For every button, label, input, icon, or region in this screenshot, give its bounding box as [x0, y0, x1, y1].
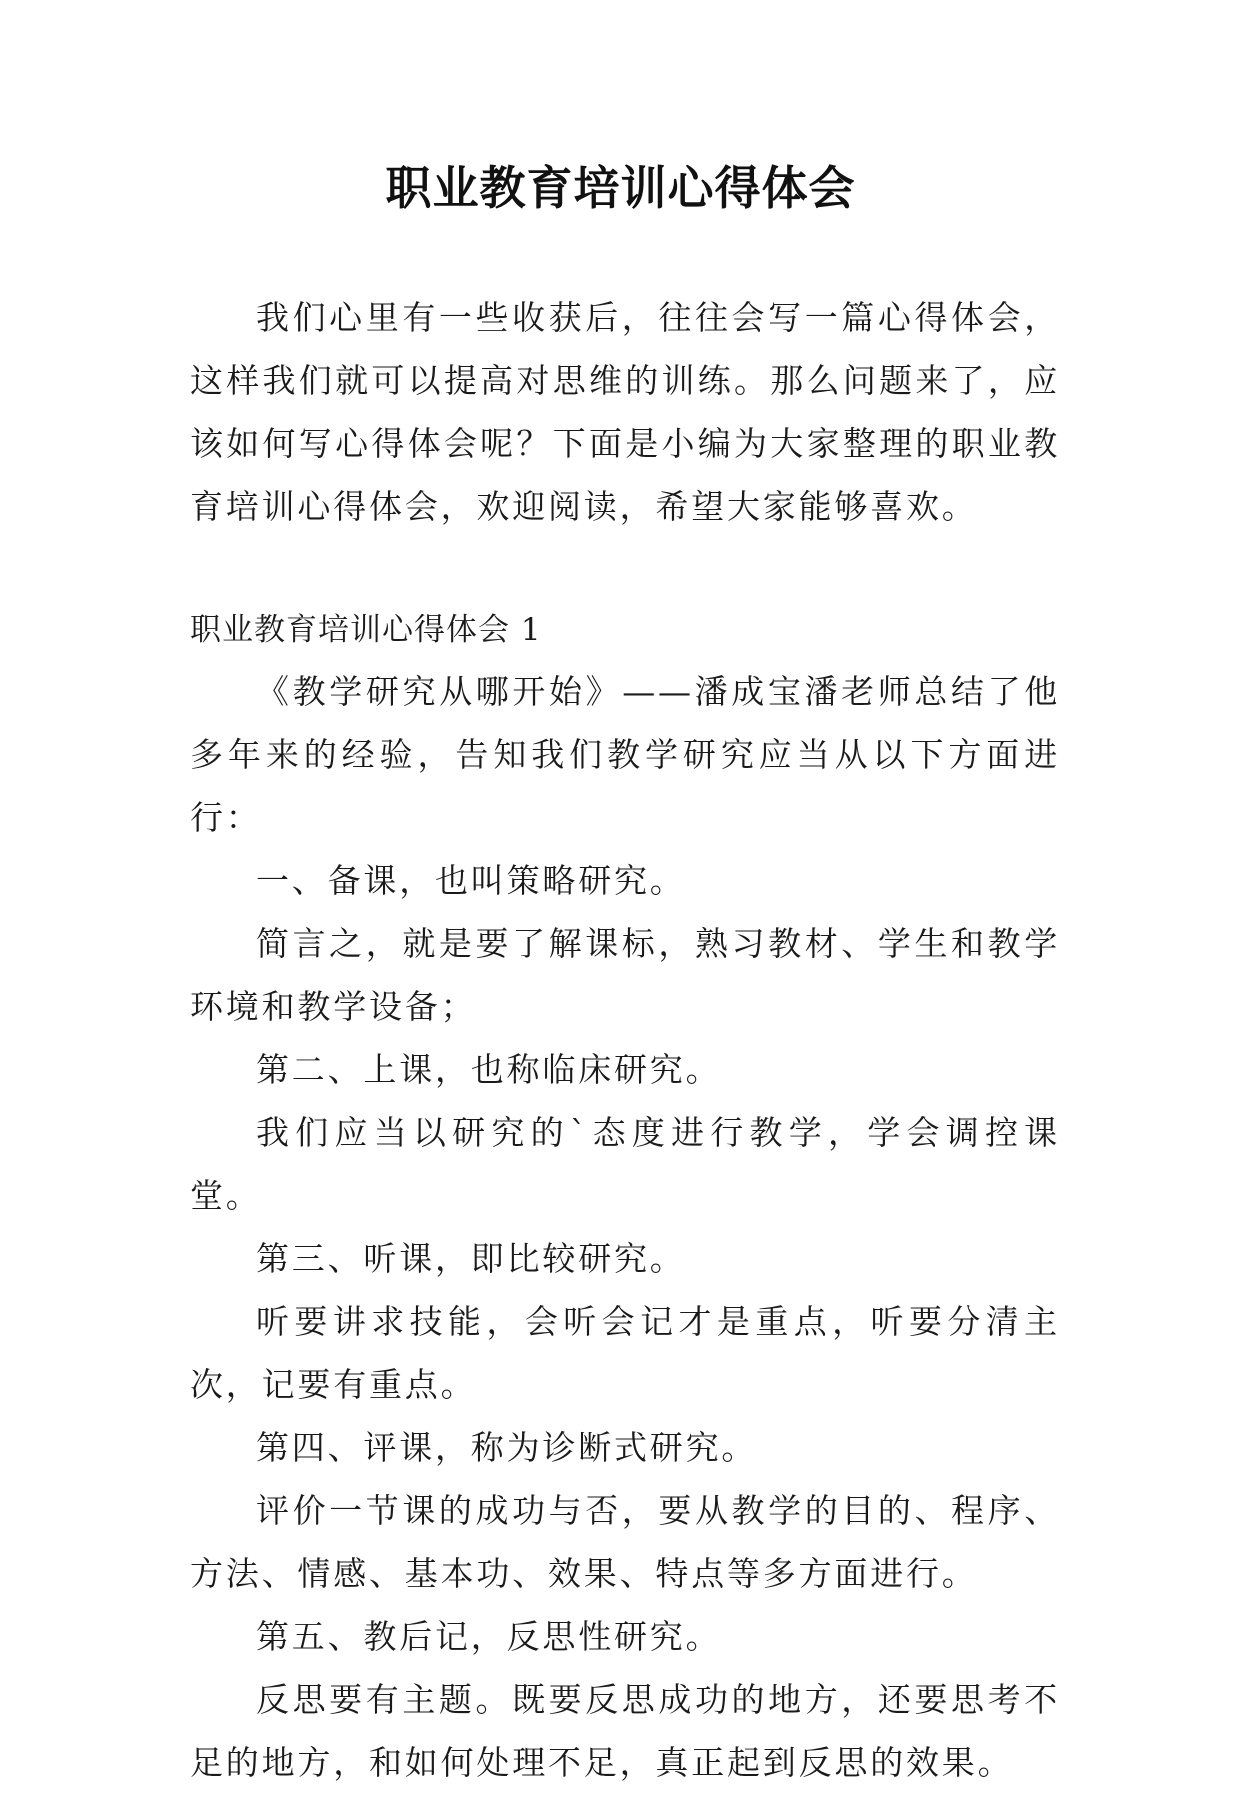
- document-body: [190, 286, 1060, 1794]
- body-paragraph: 评价一节课的成功与否，要从教学的目的、程序、方法、情感、基本功、效果、特点等多方面进行。: [190, 1491, 1060, 1593]
- body-paragraph: 我们应当以研究的`态度进行教学，学会调控课堂。: [190, 1113, 1060, 1215]
- body-paragraph: 第五、教后记，反思性研究。: [256, 1617, 722, 1656]
- body-paragraph: 第四、评课，称为诊断式研究。: [256, 1428, 758, 1467]
- body-paragraph: 听要讲求技能，会听会记才是重点，听要分清主次，记要有重点。: [190, 1302, 1060, 1404]
- body-paragraph: 反思要有主题。既要反思成功的地方，还要思考不足的地方，和如何处理不足，真正起到反思的效果。: [190, 1680, 1060, 1782]
- body-paragraph: 第三、听课，即比较研究。: [256, 1239, 686, 1278]
- body-paragraph: 简言之，就是要了解课标，熟习教材、学生和教学环境和教学设备；: [190, 924, 1060, 1026]
- body-paragraph: 《教学研究从哪开始》——潘成宝潘老师总结了他多年来的经验，告知我们教学研究应当从以下方面进行：: [190, 672, 1060, 837]
- document-title: 职业教育培训心得体会: [385, 161, 856, 215]
- body-paragraph: 一、备课，也叫策略研究。: [256, 861, 686, 900]
- body-paragraph: 第二、上课，也称临床研究。: [256, 1050, 722, 1089]
- section-heading: 职业教育培训心得体会 1: [190, 612, 542, 648]
- intro-paragraph: 我们心里有一些收获后，往往会写一篇心得体会，这样我们就可以提高对思维的训练。那么问题来了，应该如何写心得体会呢？下面是小编为大家整理的职业教育培训心得体会，欢迎阅读，希望大家能够喜欢。: [190, 298, 1060, 526]
